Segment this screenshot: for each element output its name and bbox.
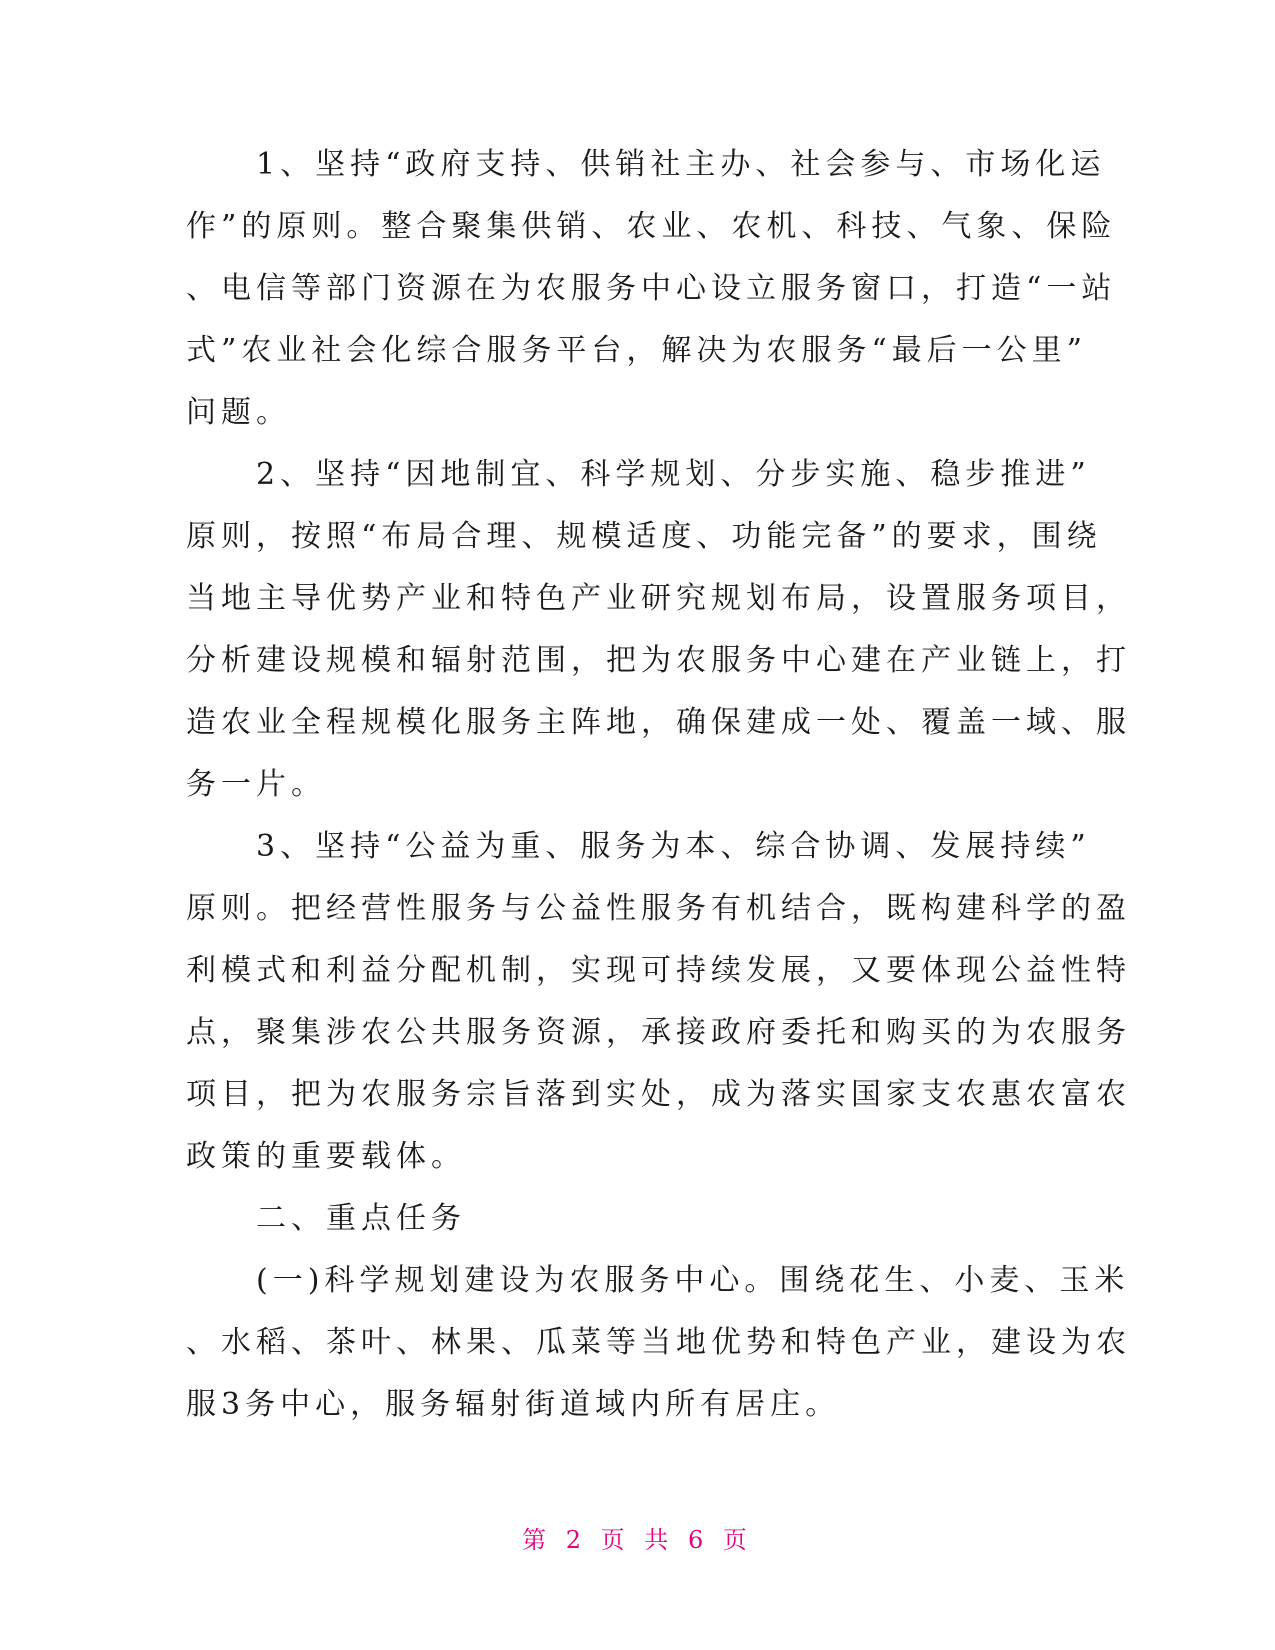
- text-line: 服3务中心，服务辐射街道域内所有居庄。: [186, 1387, 841, 1422]
- text-line: 点，聚集涉农公共服务资源，承接政府委托和购买的为农服务: [186, 1015, 1131, 1050]
- text-line: 政策的重要载体。: [186, 1139, 466, 1174]
- text-line: 利模式和利益分配机制，实现可持续发展，又要体现公益性特: [186, 953, 1131, 988]
- text-line: 项目，把为农服务宗旨落到实处，成为落实国家支农惠农富农: [186, 1077, 1131, 1112]
- text-line: 原则。把经营性服务与公益性服务有机结合，既构建科学的盈: [186, 891, 1131, 926]
- text-line: 3、坚持“公益为重、服务为本、综合协调、发展持续”: [186, 829, 1091, 864]
- page-number-footer: 第 2 页 共 6 页: [522, 1526, 753, 1554]
- section-heading: 二、重点任务: [186, 1201, 466, 1236]
- text-line: 原则，按照“布局合理、规模适度、功能完备”的要求，围绕: [186, 519, 1102, 554]
- text-line: 、电信等部门资源在为农服务中心设立服务窗口，打造“一站: [186, 271, 1117, 306]
- text-line: 当地主导优势产业和特色产业研究规划布局，设置服务项目，: [186, 581, 1131, 616]
- text-line: 务一片。: [186, 767, 326, 802]
- text-line: 分析建设规模和辐射范围，把为农服务中心建在产业链上，打: [186, 643, 1131, 678]
- text-line: 问题。: [186, 395, 291, 430]
- text-line: 2、坚持“因地制宜、科学规划、分步实施、稳步推进”: [186, 457, 1091, 492]
- text-line: 、水稻、茶叶、林果、瓜菜等当地优势和特色产业，建设为农: [186, 1325, 1131, 1360]
- text-line: 1、坚持“政府支持、供销社主办、社会参与、市场化运: [186, 147, 1106, 182]
- text-line: (一)科学规划建设为农服务中心。围绕花生、小麦、玉米: [186, 1263, 1130, 1298]
- text-line: 作”的原则。整合聚集供销、农业、农机、科技、气象、保险: [186, 209, 1117, 244]
- text-line: 造农业全程规模化服务主阵地，确保建成一处、覆盖一域、服: [186, 705, 1131, 740]
- text-line: 式”农业社会化综合服务平台，解决为农服务“最后一公里”: [186, 333, 1088, 368]
